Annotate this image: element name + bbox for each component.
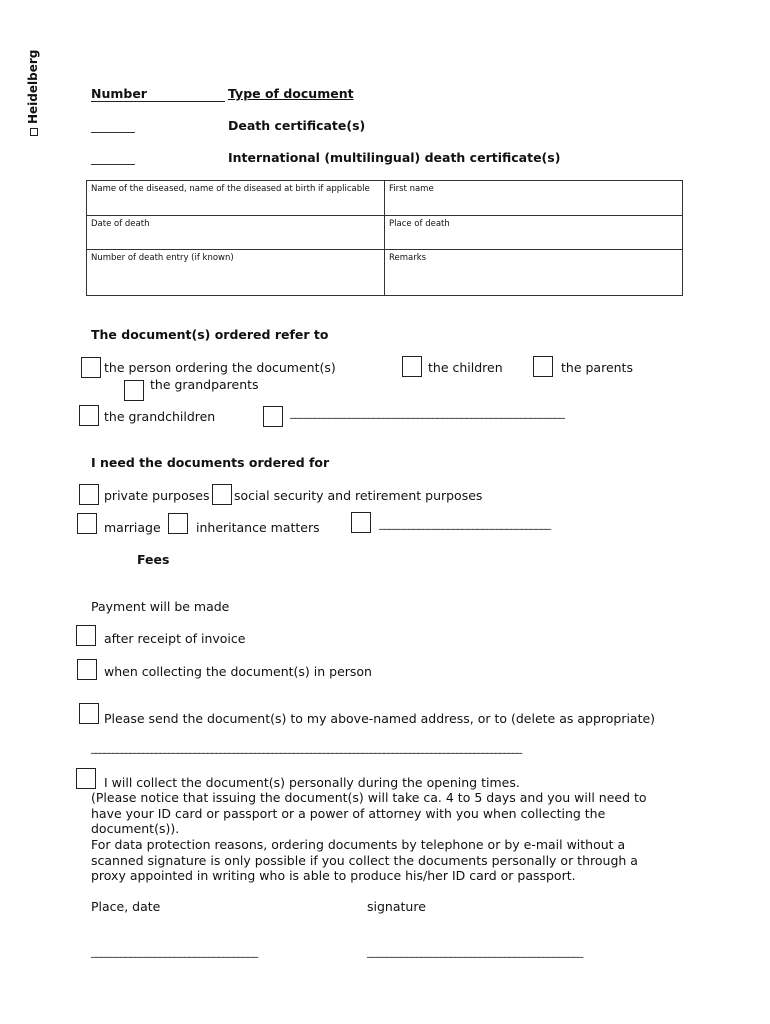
marriage-label: marriage [104,520,161,535]
international-certificate-quantity-field[interactable]: _______ [91,150,135,165]
heidelberg-logo [26,50,40,136]
grandparents-checkbox[interactable] [124,380,144,401]
date-of-death-label: Date of death [91,219,150,229]
collect-personally-checkbox[interactable] [76,768,96,789]
private-purposes-checkbox[interactable] [79,484,99,505]
fees-heading: Fees [137,552,170,567]
deceased-name-field[interactable] [87,181,385,216]
death-certificate-quantity-field[interactable]: _______ [91,118,135,133]
alternate-address-input[interactable]: ____________________________________________________________________________________________________ [91,741,522,754]
inheritance-label: inheritance matters [196,520,320,535]
place-of-death-label: Place of death [389,219,450,229]
send-by-post-label: Please send the document(s) to my above-named address, or to (delete as appropriate) [104,711,656,726]
payment-label: Payment will be made [91,599,230,614]
death-entry-number-label: Number of death entry (if known) [91,253,234,263]
data-protection-text: For data protection reasons, ordering documents by telephone or by e-mail without a scanned signature is only possible if you collect the documents personally or through a proxy appointed in writing who is able to produce his/her ID card or passport. [91,837,638,883]
person-ordering-checkbox[interactable] [81,357,101,378]
place-of-death-field[interactable] [385,216,683,250]
grandchildren-label: the grandchildren [104,409,216,424]
inheritance-checkbox[interactable] [168,513,188,534]
collect-notice-text: (Please notice that issuing the document(s) will take ca. 4 to 5 days and you will need to have your ID card or passport or a power of attorney with you when collecting the document(s)). [91,790,647,836]
purpose-heading: I need the documents ordered for [91,455,330,470]
signature-input[interactable]: ____________________________________________ [367,945,583,958]
invoice-label: after receipt of invoice [104,631,246,646]
refer-heading: The document(s) ordered refer to [91,327,329,342]
type-column-heading: Type of document [228,86,354,101]
city-crest-icon [30,128,38,136]
death-entry-number-field[interactable] [87,250,385,296]
social-security-checkbox[interactable] [212,484,232,505]
remarks-label: Remarks [389,253,427,263]
place-date-label: Place, date [91,899,161,914]
grandparents-label: the grandparents [150,377,259,392]
collect-personally-label: I will collect the document(s) personally during the opening times. [104,775,520,790]
brand-text: Heidelberg [26,49,40,124]
collecting-payment-label: when collecting the document(s) in person [104,664,372,679]
collecting-payment-checkbox[interactable] [77,659,97,680]
parents-checkbox[interactable] [533,356,553,377]
number-column-heading [91,86,225,102]
children-label: the children [428,360,503,375]
international-certificate-label: International (multilingual) death certificate(s) [228,150,561,165]
person-ordering-label: the person ordering the document(s) [104,360,336,375]
place-date-input[interactable]: __________________________________ [91,945,258,958]
first-name-field[interactable] [385,181,683,216]
social-security-label: social security and retirement purposes [234,488,483,503]
death-certificate-label: Death certificate(s) [228,118,366,133]
other-purpose-input[interactable]: ___________________________________ [379,517,551,530]
invoice-checkbox[interactable] [76,625,96,646]
other-person-input[interactable]: ________________________________________________________ [290,406,565,419]
deceased-name-label: Name of the diseased, name of the diseased at birth if applicable [91,184,370,194]
date-of-death-field[interactable] [87,216,385,250]
deceased-info-table [86,180,683,296]
grandchildren-checkbox[interactable] [79,405,99,426]
number-label: Number [91,86,147,101]
send-by-post-checkbox[interactable] [79,703,99,724]
other-purpose-checkbox[interactable] [351,512,371,533]
private-purposes-label: private purposes [104,488,210,503]
children-checkbox[interactable] [402,356,422,377]
signature-label: signature [367,899,426,914]
first-name-label: First name [389,184,434,194]
remarks-field[interactable] [385,250,683,296]
other-person-checkbox[interactable] [263,406,283,427]
parents-label: the parents [561,360,633,375]
marriage-checkbox[interactable] [77,513,97,534]
